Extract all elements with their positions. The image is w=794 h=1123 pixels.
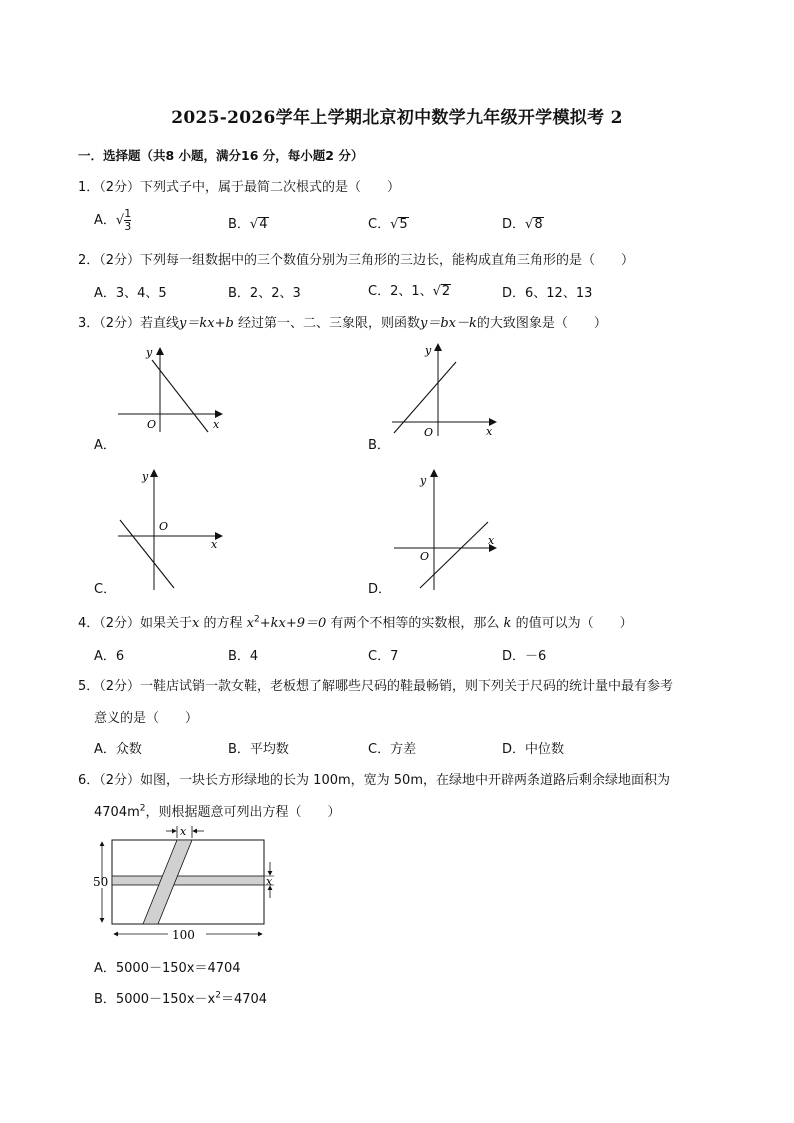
question-5-option-d[interactable]: D．中位数 — [502, 742, 565, 757]
x-label: x — [213, 418, 220, 431]
question-3-option-a[interactable]: A． — [94, 438, 116, 453]
question-1-option-a[interactable]: A．√ $\frac{1}{3}$ — [94, 207, 132, 233]
option-label: A． — [94, 213, 116, 228]
origin-label: O — [420, 550, 430, 563]
question-2-stem: 2．（2分）下列每一组数据中的三个数值分别为三角形的三边长，能构成直角三角形的是（ ） — [78, 253, 635, 268]
graph-line — [420, 522, 488, 588]
question-5-stem-line1: 5．（2分）一鞋店试销一款女鞋，老板想了解哪些尺码的鞋最畅销，则下列关于尺码的统计量中最有参考 — [78, 679, 674, 694]
origin-label: O — [147, 418, 157, 431]
question-3-option-b[interactable]: B． — [368, 438, 390, 453]
question-1-option-c[interactable]: C．√5 — [368, 217, 408, 232]
question-5-option-a[interactable]: A．众数 — [94, 742, 142, 757]
graph-d[interactable] — [386, 466, 506, 594]
x-label: x — [211, 538, 218, 551]
question-2-option-b[interactable]: B．2、2、3 — [228, 286, 301, 301]
question-6-figure — [88, 822, 288, 944]
question-2-option-d[interactable]: D．6、12、13 — [502, 286, 593, 301]
question-5-stem-line2: 意义的是（ ） — [94, 711, 199, 726]
top-x-label: x — [180, 825, 187, 838]
x-label: x — [486, 425, 493, 438]
question-5-option-c[interactable]: C．方差 — [368, 742, 417, 757]
question-5-option-b[interactable]: B．平均数 — [228, 742, 289, 757]
question-1-option-d[interactable]: D．√8 — [502, 217, 543, 232]
question-4-option-c[interactable]: C．7 — [368, 649, 399, 664]
x-label: x — [488, 534, 495, 547]
y-label: y — [425, 344, 432, 357]
y-label: y — [420, 474, 427, 487]
question-3-stem: 3．（2分）若直线y＝kx+b 经过第一、二、三象限，则函数y＝bx－k的大致图象是（ ） — [78, 316, 607, 331]
origin-label: O — [424, 426, 434, 438]
question-4-stem: 4．（2分）如果关于x 的方程 $x^2+kx+9=0$ 有两个不相等的实数根，那么 k 的值可以为（ ） — [78, 614, 633, 631]
question-4-option-a[interactable]: A．6 — [94, 649, 125, 664]
question-1-stem: 1．（2分）下列式子中，属于最简二次根式的是（ ） — [78, 180, 401, 195]
y-label: y — [142, 470, 149, 483]
question-6-stem-line2: $4704m^2$，则根据题意可列出方程（ ） — [94, 803, 341, 820]
question-2-option-c[interactable]: C．2、1、√2 — [368, 284, 451, 299]
width-label: 100 — [172, 928, 195, 942]
graph-a[interactable] — [110, 340, 230, 435]
height-label: 50 — [93, 875, 109, 889]
question-3-option-c[interactable]: C． — [94, 582, 117, 597]
question-6-option-b[interactable]: B．$5000-150x-x^2=4704$ — [94, 990, 268, 1007]
question-6-stem-line1: 6．（2分）如图，一块长方形绿地的长为 100m，宽为 50m，在绿地中开辟两条道路后剩余绿地面积为 — [78, 773, 670, 788]
y-label: y — [146, 346, 153, 359]
horizontal-road — [112, 876, 264, 885]
section-heading: 一．选择题（共8 小题，满分16 分，每小题2 分） — [78, 148, 364, 163]
origin-label: O — [159, 520, 169, 533]
graph-b[interactable] — [386, 340, 506, 438]
right-x-label: x — [266, 875, 273, 888]
page-title: 2025-2026学年上学期北京初中数学九年级开学模拟考 2 — [171, 108, 623, 128]
fraction: $\frac{1}{3}$ — [124, 207, 132, 233]
question-6-option-a[interactable]: A．5000－150x＝4704 — [94, 961, 241, 976]
question-2-option-a[interactable]: A．3、4、5 — [94, 286, 167, 301]
graph-c[interactable] — [110, 464, 230, 594]
question-3-option-d[interactable]: D． — [368, 582, 392, 597]
question-4-option-d[interactable]: D．－6 — [502, 649, 547, 664]
question-4-option-b[interactable]: B．4 — [228, 649, 259, 664]
question-1-option-b[interactable]: B．√4 — [228, 217, 268, 232]
